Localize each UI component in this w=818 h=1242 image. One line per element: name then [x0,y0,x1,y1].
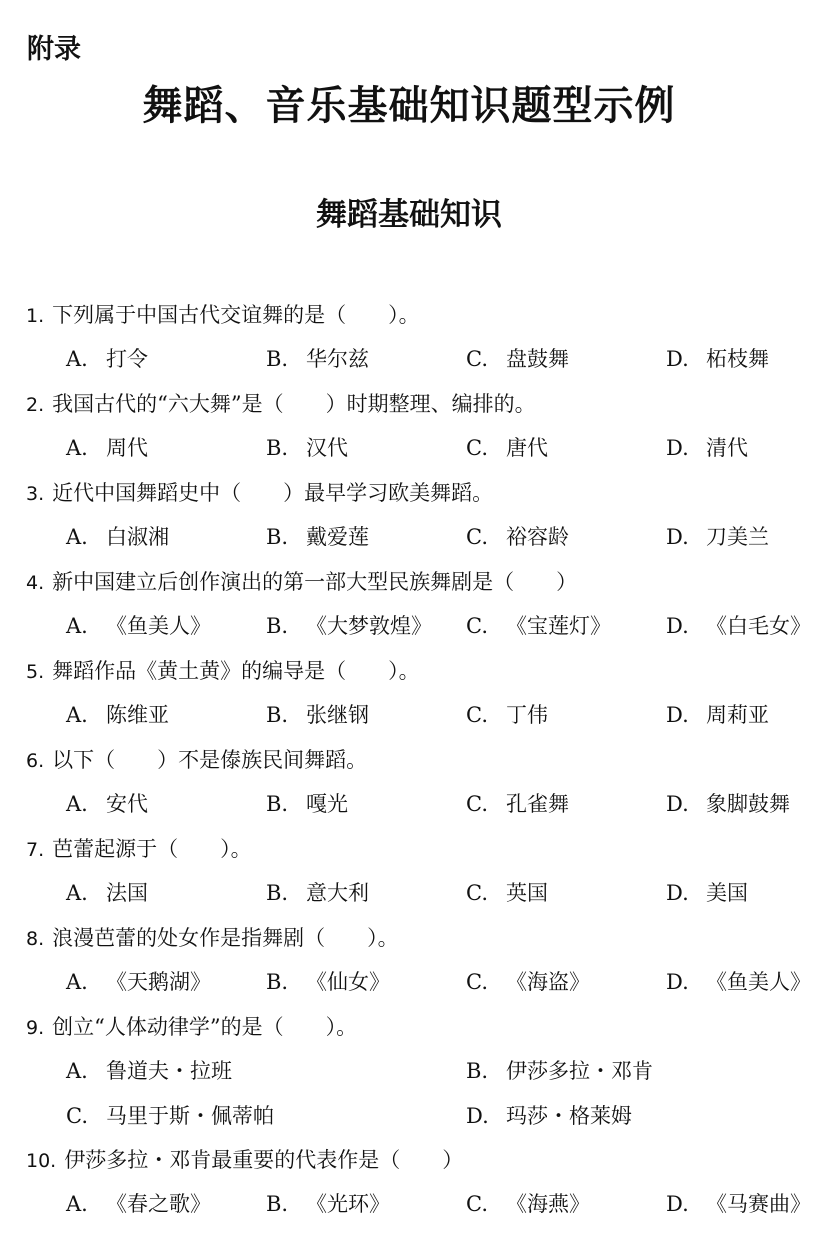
option-letter: B. [266,347,289,371]
question-text: 我国古代的“六大舞”是（ ）时期整理、编排的。 [52,392,536,416]
option-letter: C. [466,436,488,460]
question-stem [26,386,536,422]
question-text: 创立“人体动律学”的是（ ）。 [52,1015,358,1039]
option-letter: C. [466,525,488,549]
option-text: 《光环》 [306,1192,390,1216]
question-stem [26,920,399,956]
question-stem [26,742,367,778]
option-a [66,1186,211,1222]
option-letter: A. [66,703,88,727]
option-c [66,1098,274,1134]
question-2 [26,386,816,475]
question-stem [26,1009,357,1045]
option-a [66,430,148,466]
option-letter: C. [466,614,488,638]
option-letter: A. [66,525,88,549]
option-letter: B. [266,881,289,905]
question-1 [26,297,816,386]
option-letter: B. [266,970,289,994]
question-text: 芭蕾起源于（ ）。 [52,837,252,861]
option-c [466,608,611,644]
question-number: 1. [26,305,45,327]
option-text: 法国 [106,881,148,905]
question-number: 8. [26,928,45,950]
question-10 [26,1142,816,1231]
option-text: 伊莎多拉・邓肯 [506,1059,653,1083]
option-text: 《天鹅湖》 [106,970,211,994]
option-letter: B. [266,792,289,816]
option-d [666,964,811,1000]
option-c [466,341,569,377]
option-letter: D. [666,525,689,549]
option-letter: D. [666,792,689,816]
option-text: 打令 [106,347,148,371]
option-text: 意大利 [306,881,369,905]
option-letter: A. [66,1059,88,1083]
option-text: 《鱼美人》 [106,614,211,638]
option-a [66,786,148,822]
option-c [466,964,590,1000]
question-stem [26,475,493,511]
option-a [66,341,148,377]
option-a [66,697,169,733]
section-title: 舞蹈基础知识 [316,197,502,233]
option-text: 丁伟 [506,703,548,727]
question-stem [26,564,577,600]
question-number: 7. [26,839,45,861]
option-letter: A. [66,614,88,638]
option-text: 戴爱莲 [306,525,369,549]
question-8 [26,920,816,1009]
option-text: 周代 [106,436,148,460]
option-b [266,697,369,733]
question-7 [26,831,816,920]
question-text: 近代中国舞蹈史中（ ）最早学习欧美舞蹈。 [52,481,494,505]
option-letter: D. [666,614,689,638]
question-9 [26,1009,816,1142]
option-text: 刀美兰 [706,525,769,549]
option-c [466,875,548,911]
option-letter: C. [466,703,488,727]
option-a [66,964,211,1000]
appendix-label: 附录 [27,34,81,65]
option-letter: B. [266,436,289,460]
option-letter: C. [466,881,488,905]
option-text: 安代 [106,792,148,816]
option-letter: C. [466,970,488,994]
question-text: 伊莎多拉・邓肯最重要的代表作是（ ） [64,1148,464,1172]
option-b [266,1186,390,1222]
question-number: 4. [26,572,45,594]
option-d [666,608,811,644]
option-text: 《大梦敦煌》 [306,614,432,638]
question-text: 以下（ ）不是傣族民间舞蹈。 [52,748,368,772]
option-b [266,341,369,377]
option-letter: A. [66,970,88,994]
option-c [466,697,548,733]
option-letter: B. [266,703,289,727]
question-5 [26,653,816,742]
option-c [466,519,569,555]
question-text: 新中国建立后创作演出的第一部大型民族舞剧是（ ） [52,570,578,594]
question-number: 10. [26,1150,57,1172]
option-letter: D. [666,881,689,905]
question-stem [26,653,420,689]
question-number: 9. [26,1017,45,1039]
option-a [66,608,211,644]
option-d [666,430,748,466]
option-b [266,430,348,466]
option-text: 英国 [506,881,548,905]
question-number: 5. [26,661,45,683]
option-c [466,786,569,822]
option-c [466,430,548,466]
option-letter: D. [666,347,689,371]
option-text: 孔雀舞 [506,792,569,816]
question-list [26,297,816,1231]
option-text: 《海盗》 [506,970,590,994]
option-d [666,1186,811,1222]
option-d [666,341,769,377]
option-text: 《仙女》 [306,970,390,994]
option-text: 嘎光 [306,792,348,816]
question-4 [26,564,816,653]
option-letter: B. [266,1192,289,1216]
option-b [266,519,369,555]
option-letter: B. [266,614,289,638]
option-text: 唐代 [506,436,548,460]
option-text: 《白毛女》 [706,614,811,638]
option-text: 象脚鼓舞 [706,792,790,816]
option-letter: C. [466,792,488,816]
option-text: 陈维亚 [106,703,169,727]
option-d [666,519,769,555]
option-text: 《春之歌》 [106,1192,211,1216]
option-d [666,786,790,822]
option-d [666,697,769,733]
option-text: 美国 [706,881,748,905]
question-6 [26,742,816,831]
option-letter: B. [266,525,289,549]
option-text: 盘鼓舞 [506,347,569,371]
option-text: 《海燕》 [506,1192,590,1216]
option-text: 《马赛曲》 [706,1192,811,1216]
option-letter: B. [466,1059,489,1083]
option-text: 鲁道夫・拉班 [106,1059,232,1083]
question-stem [26,1142,463,1178]
question-number: 3. [26,483,45,505]
option-text: 玛莎・格莱姆 [506,1104,632,1128]
option-text: 汉代 [306,436,348,460]
option-text: 裕容龄 [506,525,569,549]
option-b [266,875,369,911]
option-letter: C. [466,347,488,371]
option-a [66,519,169,555]
option-text: 马里于斯・佩蒂帕 [106,1104,274,1128]
option-letter: D. [666,1192,689,1216]
question-3 [26,475,816,564]
option-d [466,1098,632,1134]
question-text: 舞蹈作品《黄土黄》的编导是（ ）。 [52,659,420,683]
page-title: 舞蹈、音乐基础知识题型示例 [142,82,676,129]
question-stem [26,831,252,867]
option-b [466,1053,653,1089]
option-text: 周莉亚 [706,703,769,727]
option-letter: A. [66,881,88,905]
option-d [666,875,748,911]
option-letter: A. [66,347,88,371]
option-text: 清代 [706,436,748,460]
option-letter: D. [466,1104,489,1128]
question-text: 浪漫芭蕾的处女作是指舞剧（ ）。 [52,926,399,950]
option-letter: C. [466,1192,488,1216]
option-letter: D. [666,436,689,460]
option-letter: A. [66,1192,88,1216]
question-stem [26,297,420,333]
option-letter: D. [666,703,689,727]
option-letter: C. [66,1104,88,1128]
option-a [66,875,148,911]
option-c [466,1186,590,1222]
option-b [266,786,348,822]
question-number: 6. [26,750,45,772]
option-text: 张继钢 [306,703,369,727]
option-a [66,1053,232,1089]
option-text: 白淑湘 [106,525,169,549]
option-letter: A. [66,436,88,460]
option-text: 《鱼美人》 [706,970,811,994]
option-b [266,964,390,1000]
option-b [266,608,432,644]
option-text: 《宝莲灯》 [506,614,611,638]
option-letter: D. [666,970,689,994]
option-text: 柘枝舞 [706,347,769,371]
question-number: 2. [26,394,45,416]
option-letter: A. [66,792,88,816]
question-text: 下列属于中国古代交谊舞的是（ ）。 [52,303,420,327]
option-text: 华尔兹 [306,347,369,371]
